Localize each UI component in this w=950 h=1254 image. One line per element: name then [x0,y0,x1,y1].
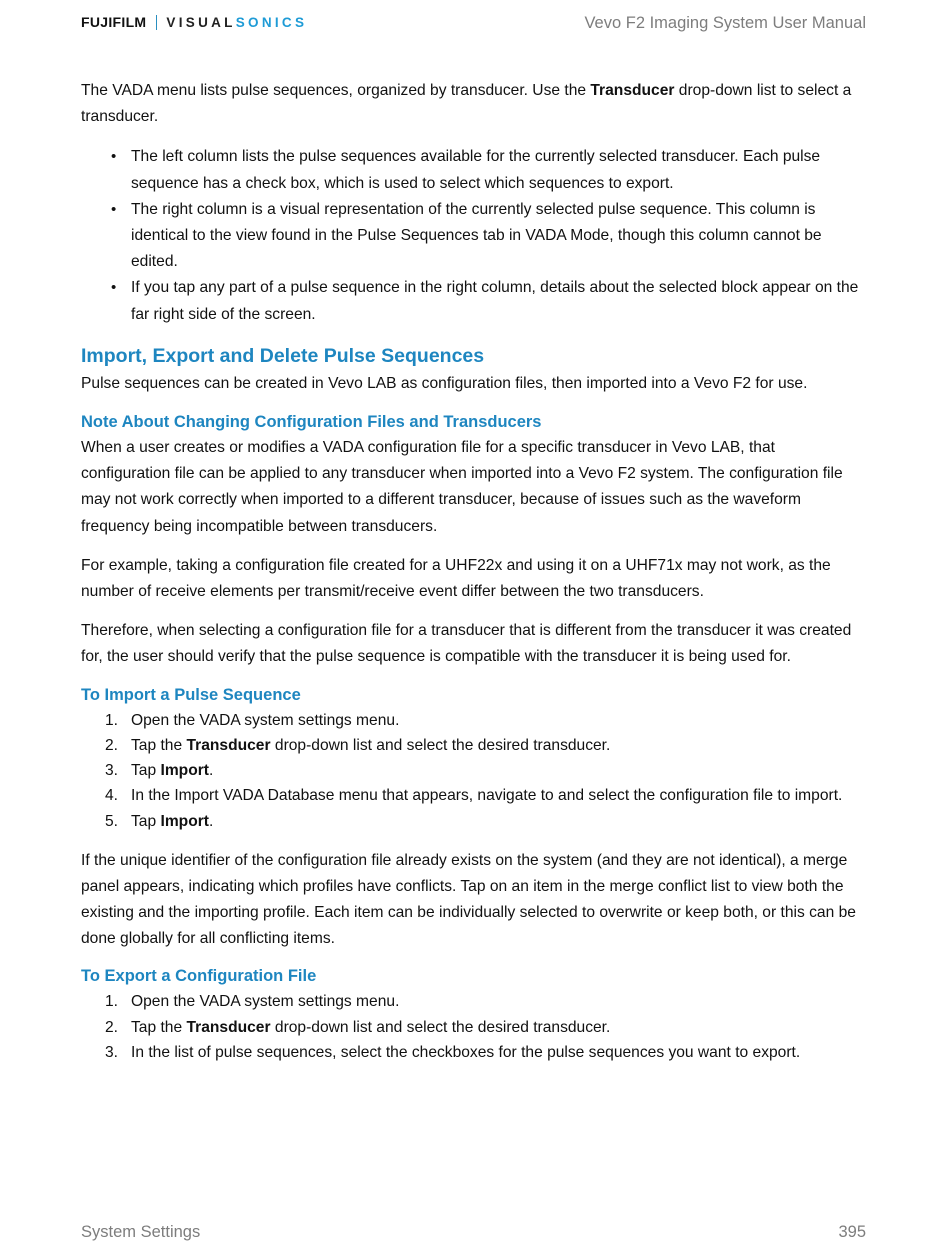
list-item: 2. Tap the Transducer drop-down list and select the desired transducer. [105,736,611,754]
intro-paragraph: The VADA menu lists pulse sequences, organized by transducer. Use the Transducer drop-down list to select a transducer. [81,82,852,126]
import-heading: To Import a Pulse Sequence [81,685,301,704]
manual-title: Vevo F2 Imaging System User Manual [584,14,866,32]
section-paragraph: Pulse sequences can be created in Vevo LAB as configuration files, then imported into a Vevo F2 for use. [81,374,808,392]
import-steps [81,708,867,835]
note-paragraph-1: When a user creates or modifies a VADA configuration file for a specific transducer in Vevo LAB, that configuration file can be applied to any transducer when imported into a Vevo F2 system. The configuration file may not work correctly when imported to a different transducer, because of issues such as the waveform frequency being incompatible between transducers. [81,439,843,535]
note-heading: Note About Changing Configuration Files and Transducers [81,413,542,432]
page-number: 395 [838,1223,866,1241]
list-item: 2. Tap the Transducer drop-down list and select the desired transducer. [105,1018,611,1036]
note-paragraph-2: For example, taking a configuration file created for a UHF22x and using it on a UHF71x may not work, as the number of receive elements per transmit/receive event differ between the two transducers. [81,556,831,601]
footer-section-name: System Settings [81,1223,201,1241]
list-item: • The right column is a visual representation of the currently selected pulse sequence. This column is identical to the view found in the Pulse Sequences tab in VADA Mode, though this column cannot be edited. [81,197,867,276]
transducer-term: Transducer [590,82,675,99]
list-item: 5. Tap Import. [105,813,214,831]
bullet-icon: • [111,148,117,166]
page-content [81,78,867,1065]
list-item: 3. In the list of pulse sequences, select the checkboxes for the pulse sequences you want to export. [105,1043,801,1061]
fujifilm-visualsonics-logo [81,13,307,31]
export-heading: To Export a Configuration File [81,967,317,986]
list-item: 3. Tap Import. [105,762,214,780]
note-paragraph-3: Therefore, when selecting a configuration file for a transducer that is different from the transducer it was created for, the user should verify that the pulse sequence is compatible with the transducer it is being used for. [81,622,852,666]
import-paragraph: If the unique identifier of the configuration file already exists on the system (and they are not identical), a merge panel appears, indicating which profiles have conflicts. Tap on an item in the merge conflict list to view both the existing and the importing profile. Each item can be individually selected to overwrite or keep both, or this can be done globally for all conflicting items. [81,851,856,948]
logo-divider [156,15,157,30]
list-item: 4. In the Import VADA Database menu that appears, navigate to and select the configuration file to import. [105,787,843,805]
bullet-icon: • [111,200,117,218]
logo-visual: VISUAL [166,14,236,30]
section-heading: Import, Export and Delete Pulse Sequences [81,344,485,367]
list-item: • The left column lists the pulse sequences available for the currently selected transducer. Each pulse sequence has a check box, which is used to select which sequences to export. [81,144,867,196]
intro-bullet-list [81,144,867,327]
logo-brand: FUJIFILM [81,14,147,30]
logo-sonics: SONICS [235,14,308,30]
list-item: 1. Open the VADA system settings menu. [105,711,400,729]
list-item: 1. Open the VADA system settings menu. [105,993,400,1011]
list-item: • If you tap any part of a pulse sequence in the right column, details about the selected block appear on the far right side of the screen. [81,275,867,327]
export-steps [81,989,867,1065]
bullet-icon: • [111,279,117,297]
